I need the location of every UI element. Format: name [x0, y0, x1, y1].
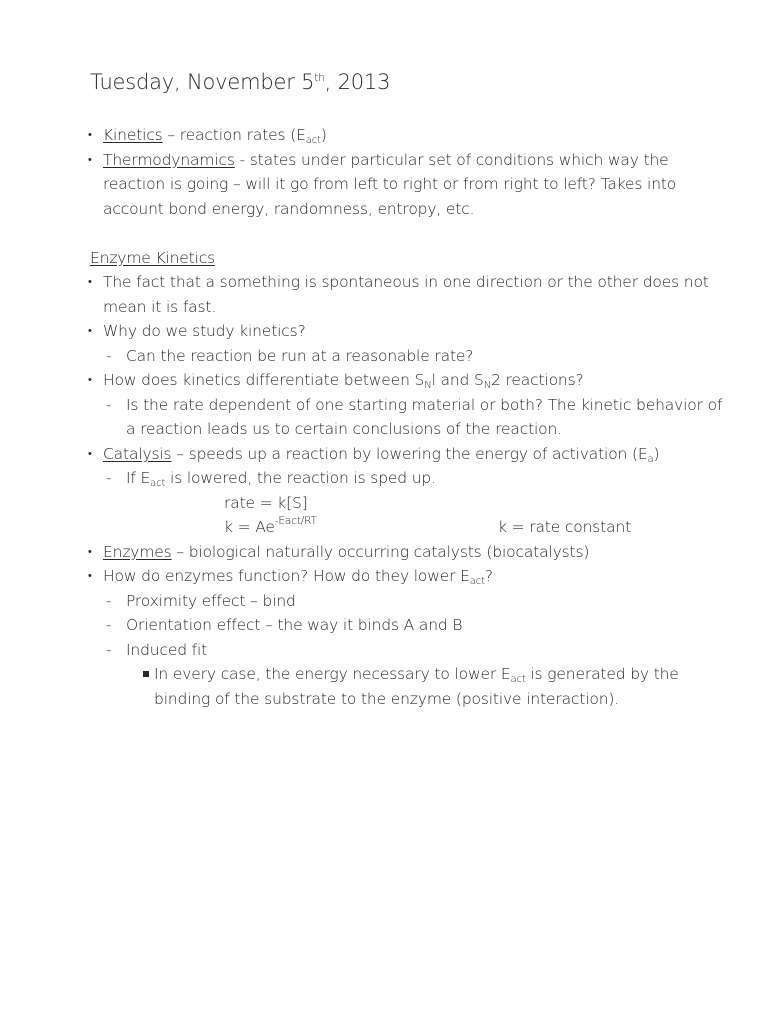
subbullet-induced-fit: - Induced fit: [86, 638, 726, 663]
catalysis-end: ): [653, 444, 660, 463]
sn-text-b: l and S: [431, 371, 484, 389]
spacer: [86, 221, 726, 246]
square-bullet-every-case: [86, 662, 726, 711]
sn-sub-2: N: [483, 380, 492, 391]
bullet-sn-reactions: [86, 368, 726, 393]
sn-text-a: How does kinetics differentiate between S: [103, 371, 425, 389]
thermo-text: - states under particular set of conditions which way the reaction is going – will it go from left to right or from right to left? Takes into account bond energy, randomness, entropy, etc.: [103, 150, 677, 218]
kinetics-end: ): [320, 126, 327, 144]
equation-rate: [86, 491, 726, 516]
bullet-enzymes: [86, 540, 726, 565]
equation-arrhenius: [86, 515, 726, 540]
term-kinetics: Kinetics: [103, 126, 163, 144]
title-superscript: th: [314, 72, 325, 84]
every-case-text-a: In every case, the energy necessary to lower E: [154, 665, 511, 683]
section-heading-enzyme-kinetics: Enzyme Kinetics: [90, 248, 216, 267]
term-catalysis: Catalysis: [103, 444, 172, 463]
arrhenius-equation: [224, 515, 317, 540]
lowered-text-b: is lowered, the reaction is sped up.: [165, 469, 436, 487]
page-title: [90, 70, 390, 94]
enzymes-text: – biological naturally occurring catalysts (biocatalysts): [171, 542, 590, 561]
title-year: , 2013: [324, 70, 391, 94]
bullet-why-kinetics: • Why do we study kinetics?: [86, 319, 726, 344]
lowered-text-a: If E: [126, 469, 151, 487]
rate-equation: rate = k[S]: [224, 493, 308, 512]
catalysis-text: – speeds up a reaction by lowering the energy of activation (E: [171, 444, 648, 463]
how-sub: act: [469, 576, 485, 587]
term-enzymes: Enzymes: [103, 542, 172, 561]
bullet-spontaneous: • The fact that a something is spontaneous in one direction or the other does not mean it is fast.: [86, 270, 726, 319]
title-date: Tuesday, November 5: [90, 70, 315, 94]
kinetics-text: – reaction rates (E: [162, 126, 306, 144]
arrhenius-exponent: -Eact/RT: [274, 515, 317, 527]
lowered-sub: act: [150, 478, 166, 489]
subbullet-proximity: - Proximity effect – bind: [86, 589, 726, 614]
how-text-b: ?: [484, 567, 493, 585]
arrhenius-base: k = Ae: [224, 518, 275, 536]
catalysis-sub: a: [647, 453, 654, 465]
every-case-sub: act: [510, 674, 526, 685]
subbullet-rate-dependent: - Is the rate dependent of one starting material or both? The kinetic behavior of a reaction leads us to certain conclusions of the reaction.: [86, 393, 726, 442]
sn-text-c: 2 reactions?: [491, 371, 584, 389]
every-case-text-b: is generated by the binding of the substrate to the enzyme (positive interaction).: [154, 665, 679, 708]
kinetics-sub: act: [305, 135, 321, 146]
bullet-catalysis: [86, 442, 726, 467]
bullet-kinetics: [86, 123, 726, 148]
sn-sub-1: N: [424, 380, 432, 391]
how-text-a: How do enzymes function? How do they lower E: [103, 567, 470, 585]
bullet-thermodynamics: [86, 148, 726, 222]
subbullet-reasonable-rate: - Can the reaction be run at a reasonable rate?: [86, 344, 726, 369]
term-thermodynamics: Thermodynamics: [103, 150, 235, 169]
subbullet-orientation: - Orientation effect – the way it binds A and B: [86, 613, 726, 638]
subbullet-eact-lowered: [86, 466, 726, 491]
rate-constant-note: k = rate constant: [498, 518, 632, 536]
notes-body: [86, 123, 726, 711]
bullet-enzyme-function: [86, 564, 726, 589]
